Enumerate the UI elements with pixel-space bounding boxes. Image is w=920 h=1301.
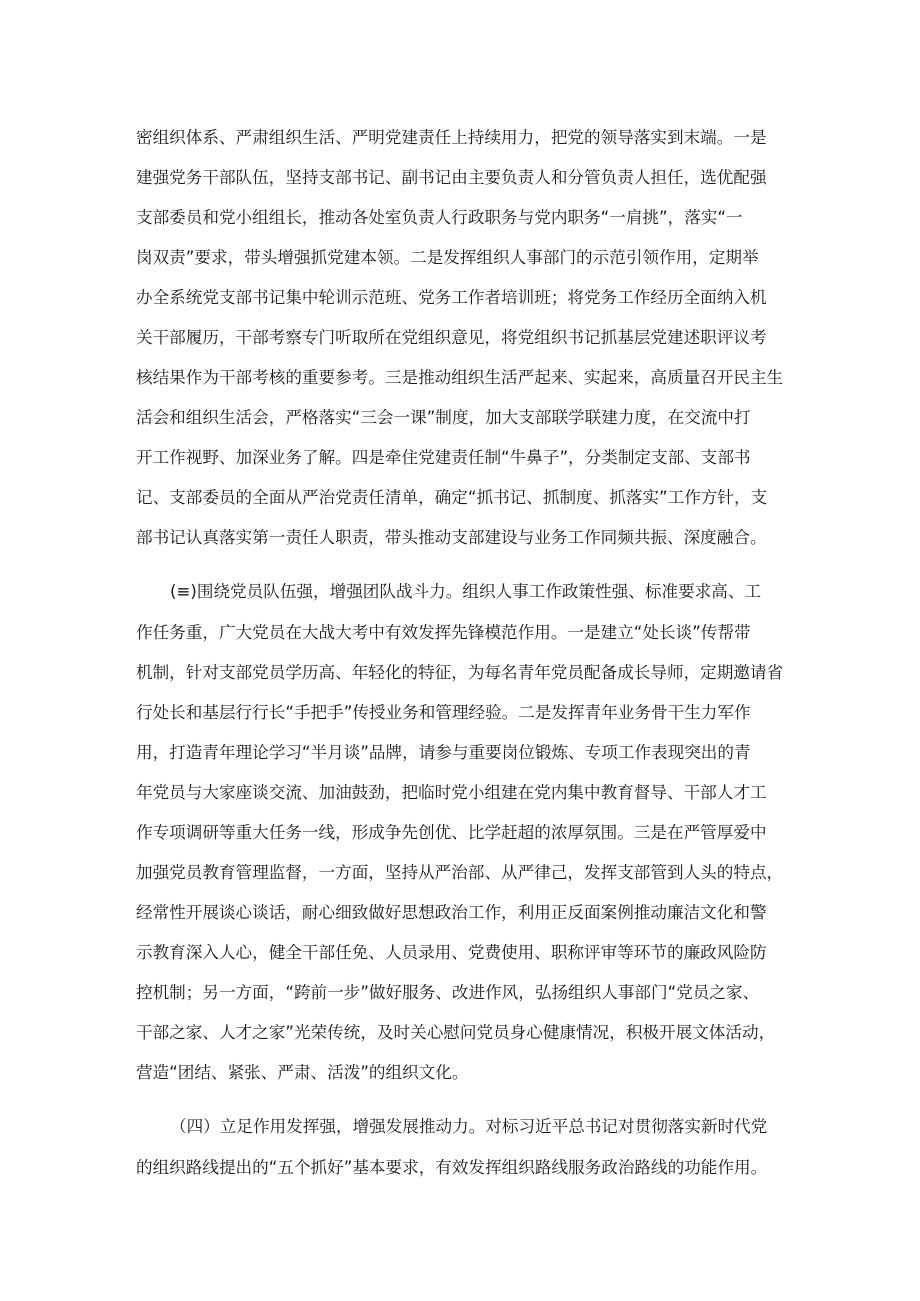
text-line: 经常性开展谈心谈话，耐心细致做好思想政治工作，利用正反面案例推动廉洁文化和警 [136, 903, 767, 922]
text-line: 办全系统党支部书记集中轮训示范班、党务工作者培训班；将党务工作经历全面纳入机 [136, 288, 767, 307]
text-line: 建强党务干部队伍，坚持支部书记、副书记由主要负责人和分管负责人担任，选优配强 [136, 168, 767, 187]
text-line: 开工作视野、加深业务了解。四是牵住党建责任制“牛鼻子”，分类制定支部、支部书 [136, 448, 751, 467]
text-line: 控机制；另一方面，“跨前一步”做好服务、改进作风，弘扬组织人事部门“党员之家、 [136, 983, 760, 1002]
text-line: 的组织路线提出的“五个抓好”基本要求，有效发挥组织路线服务政治路线的功能作用。 [136, 1158, 768, 1177]
text-line: 岗双责”要求，带头增强抓党建本领。二是发挥组织人事部门的示范引领作用，定期举 [136, 248, 759, 267]
text-line: 营造“团结、紧张、严肃、活泼”的组织文化。 [136, 1063, 469, 1082]
text-line: 用，打造青年理论学习“半月谈”品牌，请参与重要岗位锻炼、专项工作表现突出的青 [136, 743, 751, 762]
text-line: 干部之家、人才之家”光荣传统，及时关心慰问党员身心健康情况，积极开展文体活动， [136, 1023, 776, 1042]
text-line: 密组织体系、严肃组织生活、严明党建责任上持续用力，把党的领导落实到末端。一是 [136, 128, 767, 147]
text-line: 作任务重，广大党员在大战大考中有效发挥先锋模范作用。一是建立“处长谈”传帮带 [136, 623, 751, 642]
text-line: 关干部履历，干部考察专门听取所在党组织意见，将党组织书记抓基层党建述职评议考 [136, 328, 767, 347]
text-line: 记、支部委员的全面从严治党责任清单，确定“抓书记、抓制度、抓落实”工作方针，支 [136, 488, 768, 507]
text-line: 年党员与大家座谈交流、加油鼓劲，把临时党小组建在党内集中教育督导、干部人才工 [136, 783, 767, 802]
text-line: 支部委员和党小组组长，推动各处室负责人行政职务与党内职务“一肩挑”，落实“一 [136, 208, 743, 227]
text-line: 行处长和基层行行长“手把手”传授业务和管理经验。二是发挥青年业务骨干生力军作 [136, 703, 751, 722]
text-line: 作专项调研等重大任务一线，形成争先创优、比学赶超的浓厚氛围。三是在严管厚爱中 [136, 823, 767, 842]
text-line: 加强党员教育管理监督，一方面，坚持从严治部、从严律己，发挥支部管到人头的特点， [136, 863, 784, 882]
text-line: 部书记认真落实第一责任人职责，带头推动支部建设与业务工作同频共振、深度融合。 [136, 528, 767, 547]
text-line: 示教育深入人心，健全干部任免、人员录用、党费使用、职称评审等环节的廉政风险防 [136, 943, 767, 962]
section-heading-line: (≡)围绕党员队伍强，增强团队战斗力。组织人事工作政策性强、标准要求高、工 [170, 582, 762, 601]
text-line: 机制，针对支部党员学历高、年轻化的特征，为每名青年党员配备成长导师，定期邀请省 [136, 663, 784, 682]
text-line: 活会和组织生活会，严格落实“三会一课”制度，加大支部联学联建力度，在交流中打 [136, 408, 751, 427]
section-heading-line: （四）立足作用发挥强，增强发展推动力。对标习近平总书记对贯彻落实新时代党 [170, 1117, 768, 1136]
text-line: 核结果作为干部考核的重要参考。三是推动组织生活严起来、实起来，高质量召开民主生 [136, 368, 784, 387]
